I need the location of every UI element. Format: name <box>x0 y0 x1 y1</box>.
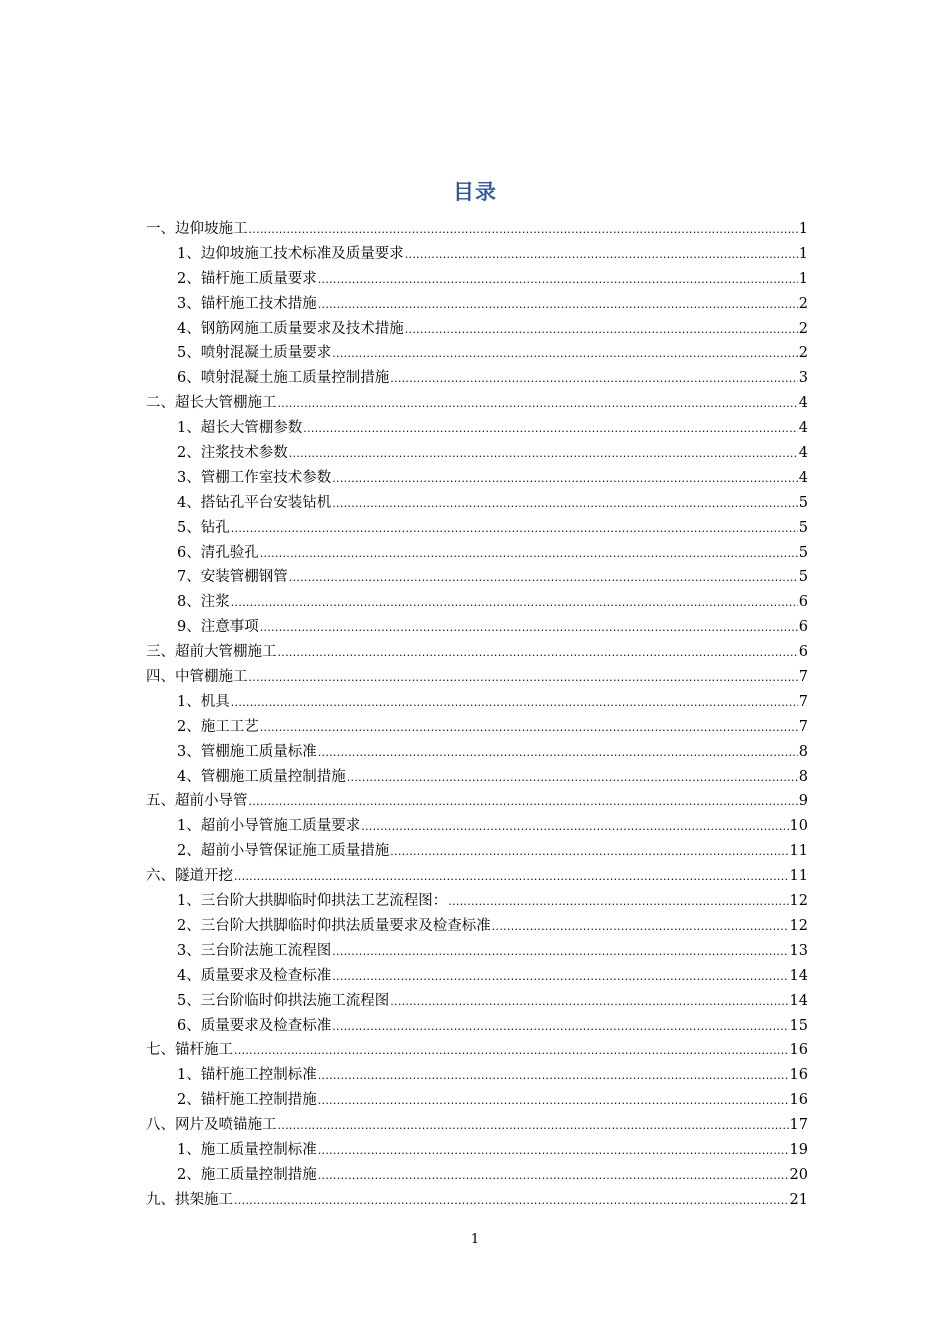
toc-leader-dots <box>231 590 798 616</box>
toc-entry-page-number: 7 <box>798 669 808 686</box>
toc-entry-title: 2、施工工艺 <box>177 718 259 735</box>
toc-entry-title: 9、注意事项 <box>177 619 259 636</box>
toc-leader-dots <box>390 839 788 865</box>
toc-entry-page-number: 9 <box>798 793 808 810</box>
toc-subsection-entry[interactable] <box>146 317 808 342</box>
toc-leader-dots <box>318 1063 789 1089</box>
toc-entry-page-number: 14 <box>789 992 808 1009</box>
toc-leader-dots <box>332 341 798 367</box>
toc-entry-title: 一、边仰坡施工 <box>146 221 248 237</box>
toc-leader-dots <box>332 491 798 517</box>
toc-leader-dots <box>289 441 798 467</box>
toc-entry-title: 5、三台阶临时仰拱法施工流程图 <box>177 992 390 1009</box>
toc-subsection-entry[interactable] <box>146 914 808 939</box>
toc-leader-dots <box>318 1138 789 1164</box>
toc-entry-page-number: 6 <box>798 644 808 661</box>
toc-entry-page-number: 14 <box>789 967 808 984</box>
toc-subsection-entry[interactable] <box>146 740 808 765</box>
toc-subsection-entry[interactable] <box>146 541 808 566</box>
toc-entry-page-number: 6 <box>798 594 808 611</box>
toc-section-entry[interactable] <box>146 789 808 814</box>
toc-entry-page-number: 3 <box>798 370 808 387</box>
toc-entry-page-number: 19 <box>789 1141 808 1158</box>
toc-entry-title: 7、安装管棚钢管 <box>177 569 288 586</box>
toc-leader-dots <box>278 391 798 417</box>
toc-entry-title: 六、隧道开挖 <box>146 868 233 885</box>
toc-subsection-entry[interactable] <box>146 242 808 267</box>
toc-entry-page-number: 1 <box>798 270 808 287</box>
toc-entry-title: 1、锚杆施工控制标准 <box>177 1067 317 1084</box>
toc-entry-page-number: 8 <box>798 768 808 785</box>
toc-leader-dots <box>234 864 789 890</box>
toc-entry-title: 3、管棚工作室技术参数 <box>177 469 332 486</box>
toc-entry-page-number: 7 <box>798 718 808 735</box>
toc-leader-dots <box>332 964 788 990</box>
toc-section-entry[interactable] <box>146 1113 808 1138</box>
toc-entry-title: 1、边仰坡施工技术标准及质量要求 <box>177 245 404 262</box>
toc-entry-title: 8、注浆 <box>177 594 230 611</box>
toc-entry-title: 6、喷射混凝土施工质量控制措施 <box>177 370 390 387</box>
toc-entry-title: 八、网片及喷锚施工 <box>146 1117 277 1134</box>
toc-entry-title: 2、注浆技术参数 <box>177 445 288 462</box>
toc-entry-title: 4、搭钻孔平台安装钻机 <box>177 494 332 511</box>
toc-section-entry[interactable] <box>146 864 808 889</box>
toc-leader-dots <box>390 989 788 1015</box>
toc-entry-page-number: 6 <box>798 619 808 636</box>
toc-entry-title: 5、钻孔 <box>177 519 230 536</box>
toc-entry-page-number: 7 <box>798 693 808 710</box>
toc-entry-title: 2、三台阶大拱脚临时仰拱法质量要求及检查标准 <box>177 917 491 934</box>
toc-entry-page-number: 16 <box>789 1042 808 1059</box>
toc-leader-dots <box>249 665 798 691</box>
toc-entry-title: 5、喷射混凝土质量要求 <box>177 345 332 362</box>
toc-subsection-entry[interactable] <box>146 341 808 366</box>
toc-title: 目录 <box>453 180 497 204</box>
toc-entry-page-number: 4 <box>798 469 808 486</box>
toc-entry-page-number: 13 <box>789 942 808 959</box>
toc-entry-page-number: 1 <box>798 221 808 237</box>
toc-entry-page-number: 17 <box>789 1117 808 1134</box>
toc-leader-dots <box>332 466 798 492</box>
toc-entry-title: 3、锚杆施工技术措施 <box>177 295 317 312</box>
toc-entry-title: 1、超前小导管施工质量要求 <box>177 818 361 835</box>
toc-entry-page-number: 20 <box>789 1166 808 1183</box>
toc-section-entry[interactable] <box>146 665 808 690</box>
toc-subsection-entry[interactable] <box>146 715 808 740</box>
toc-entry-page-number: 5 <box>798 569 808 586</box>
toc-leader-dots <box>249 789 798 815</box>
toc-subsection-entry[interactable] <box>146 491 808 516</box>
toc-entry-page-number: 5 <box>798 519 808 536</box>
toc-leader-dots <box>249 217 798 243</box>
toc-leader-dots <box>289 565 798 591</box>
toc-entry-title: 4、质量要求及检查标准 <box>177 967 332 984</box>
toc-subsection-entry[interactable] <box>146 939 808 964</box>
toc-entry-page-number: 4 <box>798 395 808 412</box>
toc-subsection-entry[interactable] <box>146 690 808 715</box>
toc-entry-title: 2、施工质量控制措施 <box>177 1166 317 1183</box>
toc-subsection-entry[interactable] <box>146 1138 808 1163</box>
toc-leader-dots <box>278 640 798 666</box>
toc-leader-dots <box>231 690 798 716</box>
toc-entry-title: 二、超长大管棚施工 <box>146 395 277 412</box>
toc-entry-title: 1、机具 <box>177 693 230 710</box>
toc-subsection-entry[interactable] <box>146 1088 808 1113</box>
toc-entry-title: 2、锚杆施工控制措施 <box>177 1092 317 1109</box>
toc-entry-page-number: 8 <box>798 743 808 760</box>
toc-entry-title: 1、三台阶大拱脚临时仰拱法工艺流程图： <box>177 893 448 910</box>
toc-subsection-entry[interactable] <box>146 441 808 466</box>
toc-leader-dots <box>318 1163 789 1189</box>
footer-page-number: 1 <box>470 1232 480 1247</box>
toc-subsection-entry[interactable] <box>146 565 808 590</box>
toc-entry-title: 4、管棚施工质量控制措施 <box>177 768 346 785</box>
toc-leader-dots <box>260 715 798 741</box>
toc-subsection-entry[interactable] <box>146 590 808 615</box>
toc-leader-dots <box>318 267 798 293</box>
toc-leader-dots <box>332 939 788 965</box>
toc-entry-title: 2、锚杆施工质量要求 <box>177 270 317 287</box>
toc-entry-title: 九、拱架施工 <box>146 1191 233 1208</box>
toc-leader-dots <box>260 615 798 641</box>
toc-entry-page-number: 5 <box>798 544 808 561</box>
toc-leader-dots <box>234 1038 789 1064</box>
toc-subsection-entry[interactable] <box>146 516 808 541</box>
toc-entry-title: 6、质量要求及检查标准 <box>177 1017 332 1034</box>
toc-entry-title: 3、三台阶法施工流程图 <box>177 942 332 959</box>
toc-entry-page-number: 2 <box>798 345 808 362</box>
toc-leader-dots <box>332 1014 788 1040</box>
toc-entry-page-number: 2 <box>798 320 808 337</box>
toc-entry-title: 2、超前小导管保证施工质量措施 <box>177 843 390 860</box>
toc-leader-dots <box>231 516 798 542</box>
toc-entry-page-number: 21 <box>789 1191 808 1208</box>
toc-entry-page-number: 5 <box>798 494 808 511</box>
toc-leader-dots <box>405 242 798 268</box>
toc-section-entry[interactable] <box>146 1038 808 1063</box>
toc-subsection-entry[interactable] <box>146 466 808 491</box>
toc-subsection-entry[interactable] <box>146 1063 808 1088</box>
toc-leader-dots <box>234 1188 789 1214</box>
toc-entry-page-number: 1 <box>798 245 808 262</box>
toc-entry-title: 五、超前小导管 <box>146 793 248 810</box>
toc-subsection-entry[interactable] <box>146 765 808 790</box>
table-of-contents <box>146 217 808 1213</box>
toc-subsection-entry[interactable] <box>146 267 808 292</box>
toc-section-entry[interactable] <box>146 391 808 416</box>
toc-leader-dots <box>278 1113 789 1139</box>
toc-entry-page-number: 12 <box>789 893 808 910</box>
toc-entry-page-number: 16 <box>789 1092 808 1109</box>
toc-entry-page-number: 4 <box>798 420 808 437</box>
toc-leader-dots <box>405 317 798 343</box>
toc-entry-title: 七、锚杆施工 <box>146 1042 233 1059</box>
toc-section-entry[interactable] <box>146 217 808 242</box>
toc-entry-title: 6、清孔验孔 <box>177 544 259 561</box>
toc-subsection-entry[interactable] <box>146 839 808 864</box>
toc-entry-title: 4、钢筋网施工质量要求及技术措施 <box>177 320 404 337</box>
toc-subsection-entry[interactable] <box>146 615 808 640</box>
toc-leader-dots <box>303 416 798 442</box>
toc-subsection-entry[interactable] <box>146 989 808 1014</box>
toc-entry-page-number: 11 <box>789 868 808 885</box>
toc-entry-page-number: 16 <box>789 1067 808 1084</box>
toc-entry-title: 1、施工质量控制标准 <box>177 1141 317 1158</box>
toc-subsection-entry[interactable] <box>146 1163 808 1188</box>
toc-subsection-entry[interactable] <box>146 814 808 839</box>
toc-subsection-entry[interactable] <box>146 366 808 391</box>
toc-leader-dots <box>318 740 798 766</box>
toc-subsection-entry[interactable] <box>146 416 808 441</box>
toc-section-entry[interactable] <box>146 640 808 665</box>
toc-leader-dots <box>318 1088 789 1114</box>
toc-leader-dots <box>390 366 798 392</box>
toc-entry-page-number: 11 <box>789 843 808 860</box>
toc-leader-dots <box>492 914 789 940</box>
toc-entry-title: 3、管棚施工质量标准 <box>177 743 317 760</box>
toc-entry-title: 三、超前大管棚施工 <box>146 644 277 661</box>
toc-entry-page-number: 4 <box>798 445 808 462</box>
toc-subsection-entry[interactable] <box>146 292 808 317</box>
toc-leader-dots <box>448 889 788 915</box>
toc-subsection-entry[interactable] <box>146 889 808 914</box>
toc-subsection-entry[interactable] <box>146 964 808 989</box>
toc-entry-page-number: 10 <box>789 818 808 835</box>
toc-entry-title: 1、超长大管棚参数 <box>177 420 303 437</box>
toc-leader-dots <box>260 541 798 567</box>
toc-leader-dots <box>347 765 798 791</box>
toc-leader-dots <box>318 292 798 318</box>
toc-entry-page-number: 12 <box>789 917 808 934</box>
toc-subsection-entry[interactable] <box>146 1014 808 1039</box>
toc-entry-title: 四、中管棚施工 <box>146 669 248 686</box>
toc-entry-page-number: 15 <box>789 1017 808 1034</box>
toc-entry-page-number: 2 <box>798 295 808 312</box>
toc-leader-dots <box>361 814 788 840</box>
toc-section-entry[interactable] <box>146 1188 808 1213</box>
